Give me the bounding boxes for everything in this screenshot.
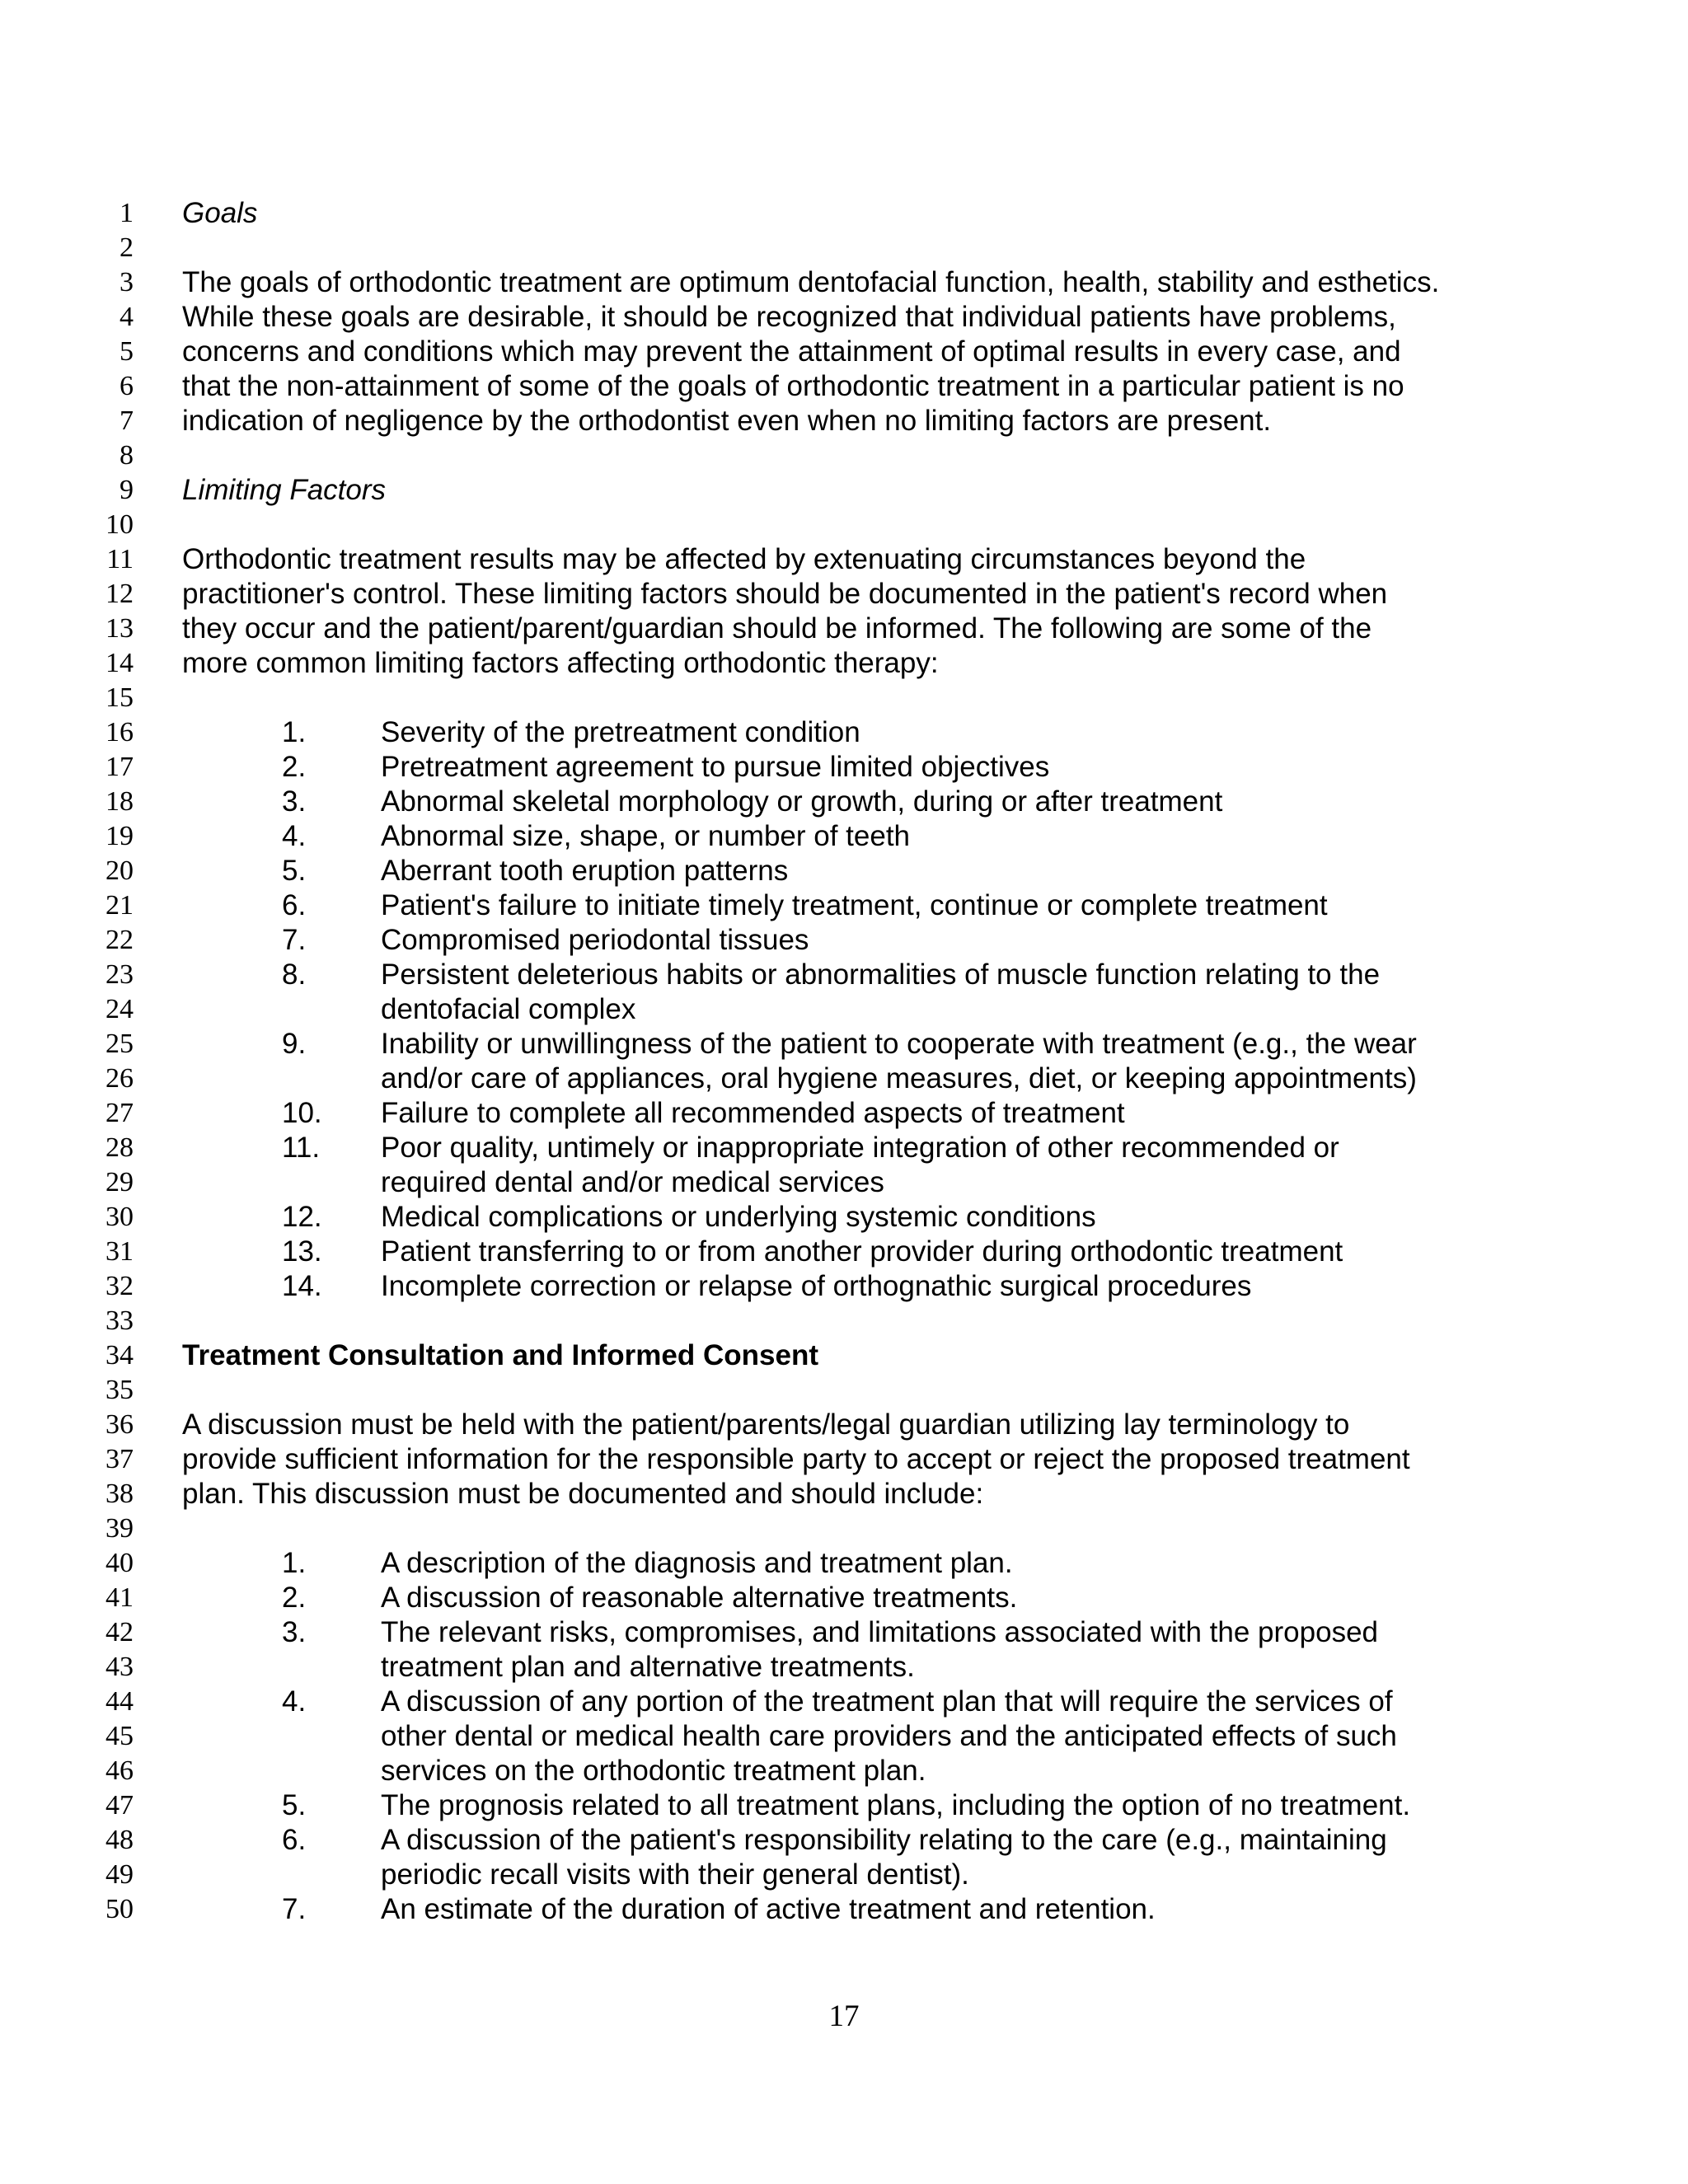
goals-paragraph-line: The goals of orthodontic treatment are optimum dentofacial function, health, stability and esthetics. xyxy=(182,266,1440,298)
line-number: 34 xyxy=(106,1340,134,1371)
line-number: 43 xyxy=(106,1652,134,1682)
line-31 xyxy=(0,1235,1688,1269)
goals-paragraph-line: indication of negligence by the orthodontist even when no limiting factors are present. xyxy=(182,405,1272,437)
line-number: 42 xyxy=(106,1617,134,1647)
line-number: 10 xyxy=(106,509,134,540)
line-45 xyxy=(0,1719,1688,1754)
line-8 xyxy=(0,438,1688,473)
consent-heading: Treatment Consultation and Informed Consent xyxy=(182,1339,818,1371)
list-number: 6. xyxy=(282,889,307,921)
line-49 xyxy=(0,1858,1688,1892)
line-number: 28 xyxy=(106,1132,134,1163)
line-12 xyxy=(0,577,1688,612)
line-number: 32 xyxy=(106,1271,134,1301)
line-number: 25 xyxy=(106,1029,134,1059)
limiting-factors-heading: Limiting Factors xyxy=(182,474,387,506)
line-number: 3 xyxy=(120,267,134,298)
line-17 xyxy=(0,750,1688,785)
list-number: 7. xyxy=(282,924,307,956)
list-item-text: Persistent deleterious habits or abnormalities of muscle function relating to the xyxy=(381,958,1381,991)
list-number: 11. xyxy=(282,1132,321,1164)
list-item-text: The prognosis related to all treatment plans, including the option of no treatment. xyxy=(381,1789,1411,1821)
line-27 xyxy=(0,1096,1688,1131)
line-46 xyxy=(0,1754,1688,1788)
line-number: 48 xyxy=(106,1825,134,1855)
line-16 xyxy=(0,715,1688,750)
list-number: 1. xyxy=(282,1547,307,1579)
line-11 xyxy=(0,542,1688,577)
line-number: 24 xyxy=(106,994,134,1024)
list-number: 5. xyxy=(282,855,307,887)
line-number: 18 xyxy=(106,786,134,817)
line-26 xyxy=(0,1062,1688,1096)
line-number: 46 xyxy=(106,1755,134,1786)
line-35 xyxy=(0,1373,1688,1408)
line-number: 17 xyxy=(106,752,134,782)
line-25 xyxy=(0,1027,1688,1062)
line-number: 35 xyxy=(106,1375,134,1405)
line-10 xyxy=(0,508,1688,542)
list-item-text: A discussion of any portion of the treatment plan that will require the services of xyxy=(381,1685,1393,1718)
line-number: 4 xyxy=(120,302,134,332)
line-number: 5 xyxy=(120,336,134,367)
list-item-text: treatment plan and alternative treatments. xyxy=(381,1651,915,1683)
line-number: 47 xyxy=(106,1790,134,1821)
line-number: 39 xyxy=(106,1513,134,1544)
line-number: 14 xyxy=(106,648,134,678)
goals-paragraph-line: concerns and conditions which may prevent the attainment of optimal results in every case, and xyxy=(182,335,1401,368)
list-item-text: The relevant risks, compromises, and limitations associated with the proposed xyxy=(381,1616,1378,1648)
line-number: 12 xyxy=(106,579,134,609)
line-15 xyxy=(0,681,1688,715)
line-number: 37 xyxy=(106,1444,134,1474)
line-number: 6 xyxy=(120,371,134,401)
line-2 xyxy=(0,231,1688,265)
line-20 xyxy=(0,854,1688,888)
line-number: 23 xyxy=(106,959,134,990)
line-37 xyxy=(0,1442,1688,1477)
line-1 xyxy=(0,196,1688,231)
line-number: 33 xyxy=(106,1305,134,1336)
line-22 xyxy=(0,923,1688,958)
line-43 xyxy=(0,1650,1688,1685)
line-40 xyxy=(0,1546,1688,1581)
list-item-text: required dental and/or medical services xyxy=(381,1166,884,1198)
list-number: 12. xyxy=(282,1201,322,1233)
list-item-text: Poor quality, untimely or inappropriate integration of other recommended or xyxy=(381,1132,1339,1164)
line-29 xyxy=(0,1165,1688,1200)
line-32 xyxy=(0,1269,1688,1304)
line-21 xyxy=(0,888,1688,923)
line-38 xyxy=(0,1477,1688,1511)
line-number: 9 xyxy=(120,475,134,505)
line-28 xyxy=(0,1131,1688,1165)
line-14 xyxy=(0,646,1688,681)
line-number: 29 xyxy=(106,1167,134,1197)
line-30 xyxy=(0,1200,1688,1235)
list-number: 3. xyxy=(282,1616,307,1648)
line-number: 26 xyxy=(106,1063,134,1094)
line-number: 15 xyxy=(106,682,134,713)
line-number: 16 xyxy=(106,717,134,748)
list-item-text: Failure to complete all recommended aspects of treatment xyxy=(381,1097,1125,1129)
list-item-text: A discussion of reasonable alternative treatments. xyxy=(381,1582,1018,1614)
line-44 xyxy=(0,1685,1688,1719)
goals-heading: Goals xyxy=(182,197,258,229)
list-number: 5. xyxy=(282,1789,307,1821)
list-item-text: Abnormal size, shape, or number of teeth xyxy=(381,820,911,852)
list-number: 2. xyxy=(282,751,307,783)
list-number: 9. xyxy=(282,1028,307,1060)
list-number: 8. xyxy=(282,958,307,991)
list-item-text: and/or care of appliances, oral hygiene measures, diet, or keeping appointments) xyxy=(381,1062,1417,1094)
list-number: 14. xyxy=(282,1270,322,1302)
goals-paragraph-line: that the non-attainment of some of the goals of orthodontic treatment in a particular patient is no xyxy=(182,370,1404,402)
line-3 xyxy=(0,265,1688,300)
list-item-text: An estimate of the duration of active treatment and retention. xyxy=(381,1893,1156,1925)
line-number: 38 xyxy=(106,1479,134,1509)
line-number: 41 xyxy=(106,1582,134,1613)
line-number: 27 xyxy=(106,1098,134,1128)
line-number: 22 xyxy=(106,925,134,955)
line-41 xyxy=(0,1581,1688,1615)
list-number: 3. xyxy=(282,785,307,818)
line-48 xyxy=(0,1823,1688,1858)
line-36 xyxy=(0,1408,1688,1442)
line-number: 8 xyxy=(120,440,134,471)
list-number: 2. xyxy=(282,1582,307,1614)
page-number: 17 xyxy=(828,1999,860,2033)
line-4 xyxy=(0,300,1688,335)
list-number: 6. xyxy=(282,1824,307,1856)
list-number: 7. xyxy=(282,1893,307,1925)
list-item-text: Abnormal skeletal morphology or growth, during or after treatment xyxy=(381,785,1223,818)
line-number: 13 xyxy=(106,613,134,644)
line-13 xyxy=(0,612,1688,646)
line-number: 45 xyxy=(106,1721,134,1751)
line-number: 1 xyxy=(120,198,134,228)
line-34 xyxy=(0,1338,1688,1373)
line-33 xyxy=(0,1304,1688,1338)
line-9 xyxy=(0,473,1688,508)
line-50 xyxy=(0,1892,1688,1927)
line-number: 40 xyxy=(106,1548,134,1578)
goals-paragraph-line: While these goals are desirable, it should be recognized that individual patients have problems, xyxy=(182,301,1396,333)
list-item-text: A description of the diagnosis and treatment plan. xyxy=(381,1547,1013,1579)
line-39 xyxy=(0,1511,1688,1546)
line-number: 11 xyxy=(106,544,134,574)
list-item-text: Patient transferring to or from another provider during orthodontic treatment xyxy=(381,1235,1343,1268)
line-number: 44 xyxy=(106,1686,134,1717)
line-number: 19 xyxy=(106,821,134,851)
consent-paragraph-line: provide sufficient information for the responsible party to accept or reject the proposed treatment xyxy=(182,1443,1410,1475)
list-number: 4. xyxy=(282,1685,307,1718)
line-18 xyxy=(0,785,1688,819)
list-item-text: A discussion of the patient's responsibility relating to the care (e.g., maintaining xyxy=(381,1824,1387,1856)
list-number: 13. xyxy=(282,1235,322,1268)
line-47 xyxy=(0,1788,1688,1823)
list-item-text: Pretreatment agreement to pursue limited objectives xyxy=(381,751,1050,783)
list-item-text: services on the orthodontic treatment plan. xyxy=(381,1755,926,1787)
line-number: 30 xyxy=(106,1202,134,1232)
limiting-paragraph-line: they occur and the patient/parent/guardian should be informed. The following are some of the xyxy=(182,612,1372,644)
line-number: 49 xyxy=(106,1859,134,1890)
list-item-text: Inability or unwillingness of the patient to cooperate with treatment (e.g., the wear xyxy=(381,1028,1417,1060)
list-item-text: Patient's failure to initiate timely treatment, continue or complete treatment xyxy=(381,889,1328,921)
list-item-text: Aberrant tooth eruption patterns xyxy=(381,855,789,887)
list-item-text: dentofacial complex xyxy=(381,993,636,1025)
line-number: 50 xyxy=(106,1894,134,1924)
list-number: 1. xyxy=(282,716,307,748)
line-6 xyxy=(0,369,1688,404)
list-item-text: Severity of the pretreatment condition xyxy=(381,716,860,748)
list-item-text: Medical complications or underlying systemic conditions xyxy=(381,1201,1096,1233)
line-7 xyxy=(0,404,1688,438)
line-number: 7 xyxy=(120,405,134,436)
list-item-text: Incomplete correction or relapse of orthognathic surgical procedures xyxy=(381,1270,1252,1302)
consent-paragraph-line: A discussion must be held with the patient/parents/legal guardian utilizing lay terminology to xyxy=(182,1408,1350,1441)
list-number: 4. xyxy=(282,820,307,852)
line-number: 20 xyxy=(106,855,134,886)
line-5 xyxy=(0,335,1688,369)
limiting-paragraph-line: practitioner's control. These limiting factors should be documented in the patient's record when xyxy=(182,578,1388,610)
limiting-paragraph-line: Orthodontic treatment results may be affected by extenuating circumstances beyond the xyxy=(182,543,1306,575)
line-42 xyxy=(0,1615,1688,1650)
list-item-text: periodic recall visits with their general dentist). xyxy=(381,1858,969,1891)
line-number: 36 xyxy=(106,1409,134,1440)
line-number: 2 xyxy=(120,232,134,263)
consent-paragraph-line: plan. This discussion must be documented and should include: xyxy=(182,1478,984,1510)
line-23 xyxy=(0,958,1688,992)
line-19 xyxy=(0,819,1688,854)
line-number: 21 xyxy=(106,890,134,921)
list-item-text: other dental or medical health care providers and the anticipated effects of such xyxy=(381,1720,1397,1752)
line-24 xyxy=(0,992,1688,1027)
limiting-paragraph-line: more common limiting factors affecting orthodontic therapy: xyxy=(182,647,939,679)
line-number: 31 xyxy=(106,1236,134,1267)
list-item-text: Compromised periodontal tissues xyxy=(381,924,809,956)
list-number: 10. xyxy=(282,1097,322,1129)
